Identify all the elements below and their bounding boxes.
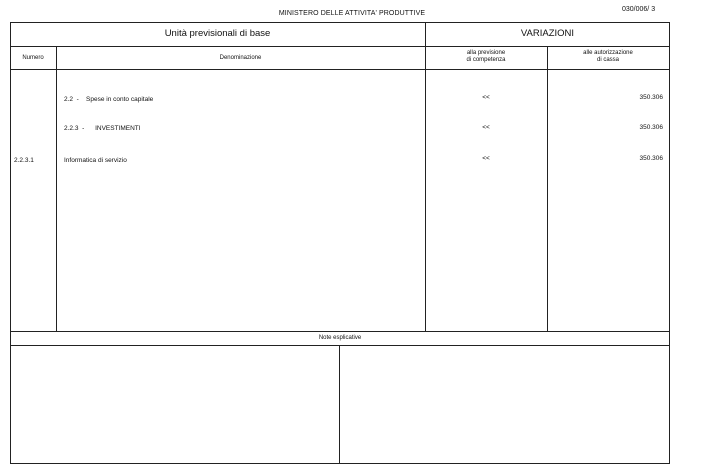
row-1-competenza: << <box>482 94 490 101</box>
col-header-numero: Numero <box>22 55 44 61</box>
row-3-competenza: << <box>482 155 490 162</box>
col-header-competenza-line2: di competenza <box>466 57 506 63</box>
group-header-variazioni: VARIAZIONI <box>520 28 575 39</box>
row-2-competenza: << <box>482 124 490 131</box>
notes-right-panel <box>340 346 669 463</box>
row-2-name: 2.2.3 - INVESTIMENTI <box>64 125 141 132</box>
col-header-cassa-line1: alle autorizzazione <box>583 50 633 56</box>
notes-left-panel <box>11 346 339 463</box>
notes-title: Note esplicative <box>318 335 362 341</box>
row-1-name: 2.2 - Spese in conto capitale <box>64 96 154 103</box>
col-header-cassa-line2: di cassa <box>596 57 619 63</box>
col-header-cassa <box>547 50 669 64</box>
row-3-name: Informatica di servizio <box>64 157 127 164</box>
row-2-cassa: 350.306 <box>639 124 663 131</box>
row-3-cassa: 350.306 <box>639 155 663 162</box>
page-code: 030/006/ 3 <box>622 6 656 13</box>
ministry-title: MINISTERO DELLE ATTIVITA' PRODUTTIVE <box>278 10 426 17</box>
row-1-cassa: 350.306 <box>639 94 663 101</box>
col-header-competenza <box>425 50 547 64</box>
col-header-competenza-line1: alla previsione <box>466 50 506 56</box>
col-header-denominazione: Denominazione <box>219 55 262 61</box>
group-header-unita: Unità previsionali di base <box>164 28 271 39</box>
row-3-number: 2.2.3.1 <box>14 157 34 164</box>
